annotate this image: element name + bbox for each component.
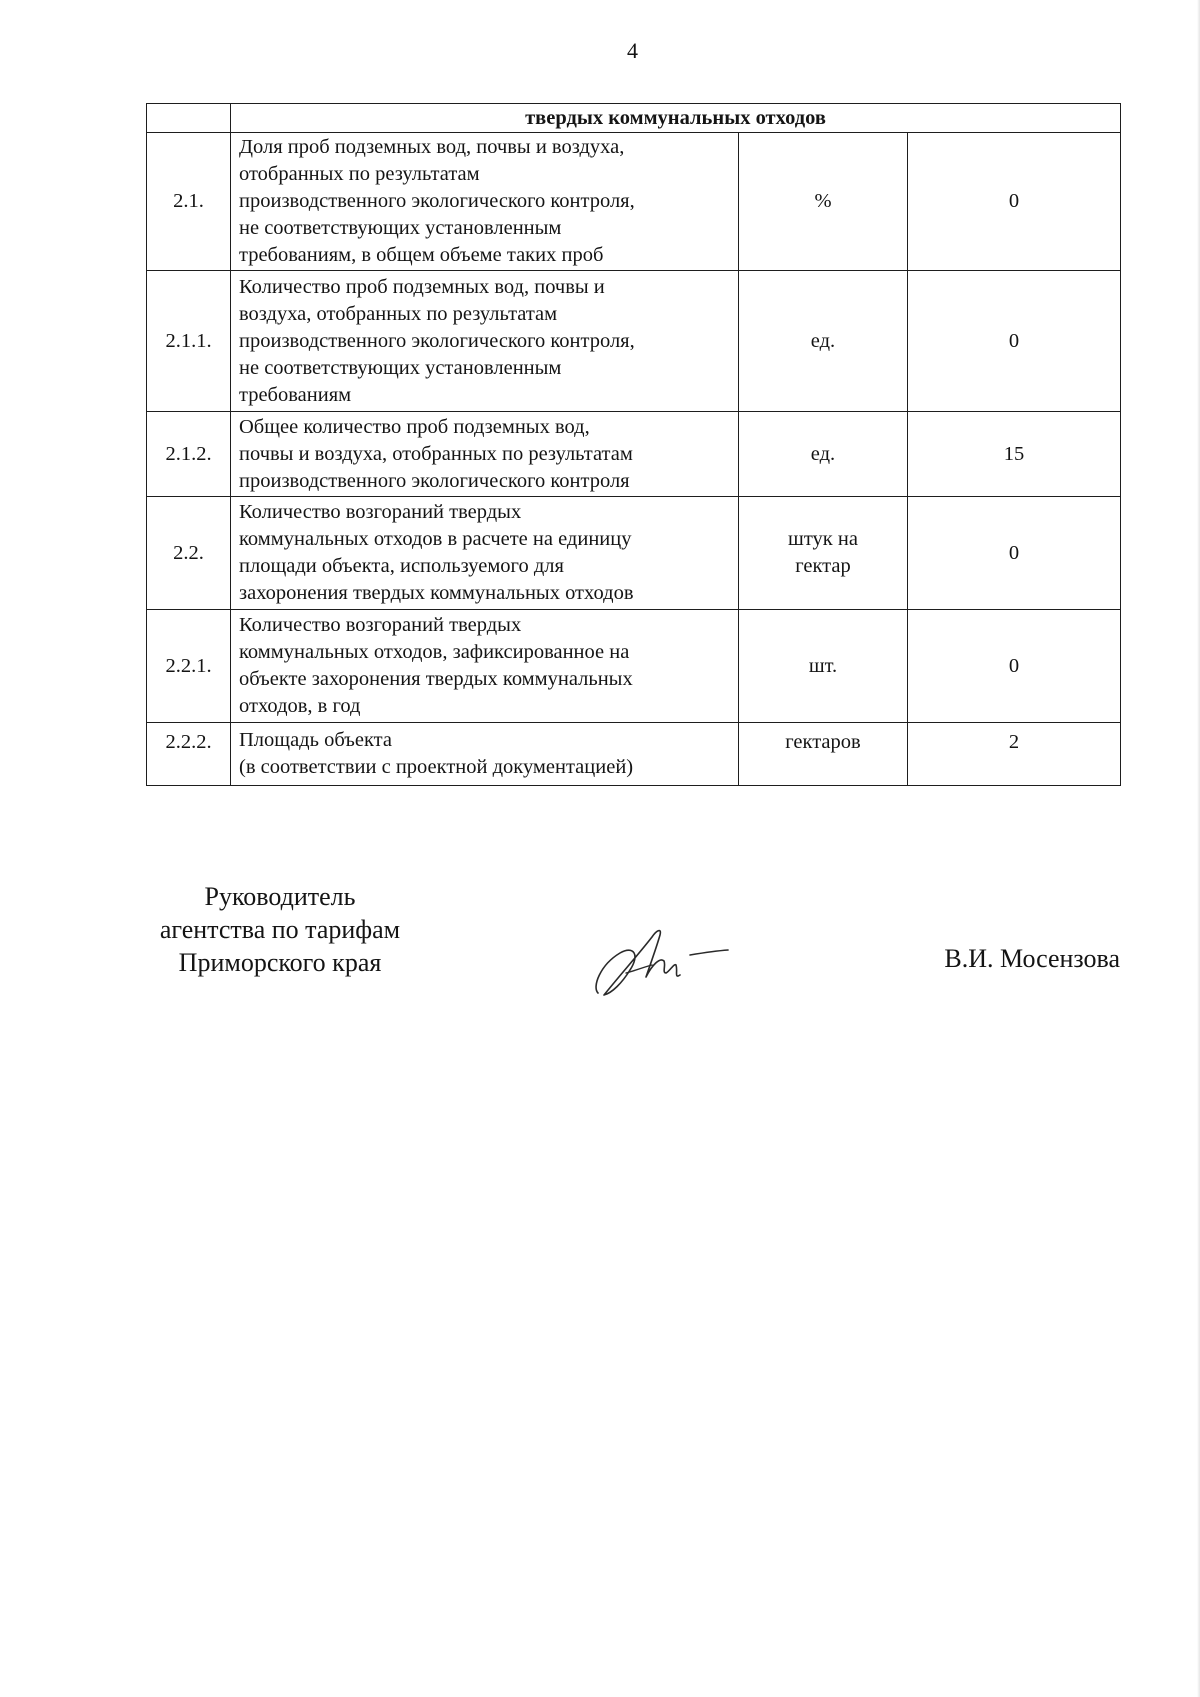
- row-description: [231, 271, 739, 412]
- row-value: 0: [908, 610, 1121, 723]
- row-unit: [739, 412, 908, 497]
- desc-line: Количество возгораний твердых: [239, 501, 522, 523]
- desc-line: Общее количество проб подземных вод,: [239, 415, 590, 438]
- row-description: [231, 610, 739, 723]
- desc-line: производственного экологического контроля: [239, 469, 630, 492]
- section-header-row: [147, 104, 1121, 133]
- handwritten-signature-icon: [590, 915, 740, 1005]
- row-unit: [739, 497, 908, 610]
- row-description: [231, 412, 739, 497]
- row-description: [231, 133, 739, 271]
- desc-line: почвы и воздуха, отобранных по результатам: [239, 442, 633, 465]
- desc-line: Площадь объекта: [239, 729, 392, 751]
- desc-line: производственного экологического контроля,: [239, 190, 635, 212]
- row-value: 0: [908, 133, 1121, 271]
- desc-line: не соответствующих установленным: [239, 356, 562, 379]
- unit-line: ед.: [810, 442, 836, 465]
- desc-line: производственного экологического контроля,: [239, 329, 635, 352]
- unit-line: шт.: [808, 654, 838, 677]
- unit-line: гектаров: [785, 731, 861, 753]
- section-num-cell: [147, 104, 231, 133]
- row-value: 0: [908, 271, 1121, 412]
- desc-line: объекте захоронения твердых коммунальных: [239, 668, 633, 690]
- unit-line: штук на: [788, 528, 858, 550]
- desc-line: захоронения твердых коммунальных отходов: [239, 582, 634, 604]
- table-row: [147, 497, 1121, 610]
- unit-line: ед.: [810, 329, 836, 352]
- table-row: [147, 723, 1121, 786]
- row-number: 2.2.: [147, 497, 231, 610]
- row-value: 0: [908, 497, 1121, 610]
- desc-line: не соответствующих установленным: [239, 217, 562, 239]
- desc-line: воздуха, отобранных по результатам: [239, 302, 558, 325]
- desc-line: требованиям: [239, 383, 352, 406]
- indicators-table: [146, 103, 1121, 786]
- desc-line: требованиям, в общем объеме таких проб: [239, 244, 604, 266]
- unit-line: %: [814, 190, 832, 212]
- row-number: 2.2.1.: [147, 610, 231, 723]
- desc-line: коммунальных отходов, зафиксированное на: [239, 641, 630, 663]
- desc-line: отходов, в год: [239, 695, 361, 717]
- row-value: 2: [908, 723, 1121, 786]
- table-row: [147, 610, 1121, 723]
- desc-line: площади объекта, используемого для: [239, 555, 564, 577]
- row-unit: [739, 723, 908, 786]
- desc-line: Доля проб подземных вод, почвы и воздуха,: [239, 136, 625, 158]
- signer-name: В.И. Мосензова: [944, 944, 1120, 973]
- signatory-title-line: Руководитель: [204, 882, 356, 911]
- table-row: [147, 412, 1121, 497]
- unit-line: гектар: [795, 555, 851, 577]
- desc-line: отобранных по результатам: [239, 163, 480, 185]
- section-title: твердых коммунальных отходов: [231, 104, 1121, 133]
- table-row: [147, 271, 1121, 412]
- row-description: [231, 723, 739, 786]
- desc-line: Количество проб подземных вод, почвы и: [239, 275, 605, 298]
- page-number: 4: [627, 38, 638, 63]
- table-row: [147, 133, 1121, 271]
- desc-line: Количество возгораний твердых: [239, 614, 522, 636]
- signatory-title: [130, 880, 430, 979]
- row-unit: [739, 133, 908, 271]
- row-number: 2.1.1.: [147, 271, 231, 412]
- row-value: 15: [908, 412, 1121, 497]
- row-number: 2.1.: [147, 133, 231, 271]
- row-number: 2.1.2.: [147, 412, 231, 497]
- row-unit: [739, 610, 908, 723]
- desc-line: коммунальных отходов в расчете на единицу: [239, 528, 632, 550]
- row-description: [231, 497, 739, 610]
- row-number: 2.2.2.: [147, 723, 231, 786]
- signatory-title-line: агентства по тарифам: [159, 915, 401, 944]
- desc-line: (в соответствии с проектной документацией): [239, 756, 634, 778]
- signatory-title-line: Приморского края: [178, 948, 382, 977]
- row-unit: [739, 271, 908, 412]
